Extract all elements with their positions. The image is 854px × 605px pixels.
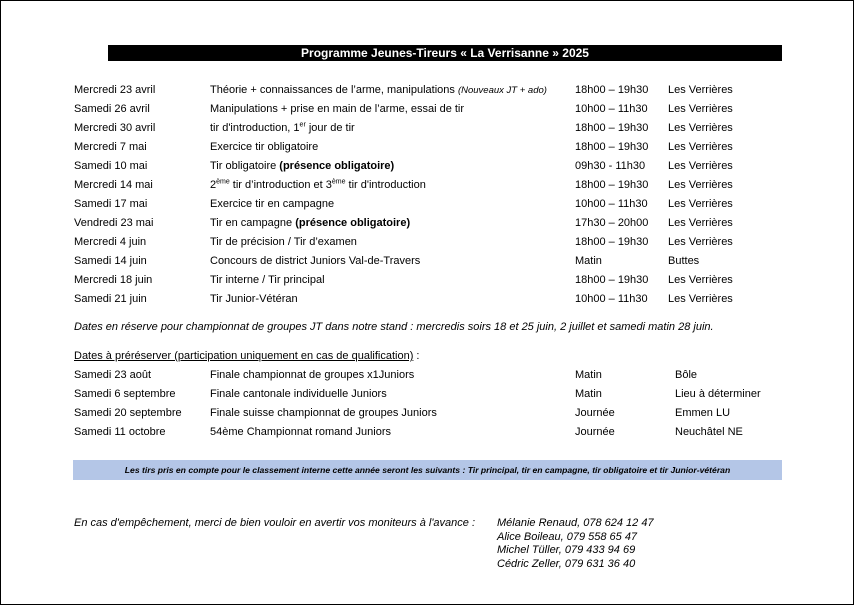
prereserve-location: Lieu à déterminer xyxy=(675,388,761,400)
contact-entry: Cédric Zeller, 079 631 36 40 xyxy=(497,557,636,570)
schedule-activity: Tir interne / Tir principal xyxy=(210,274,325,286)
schedule-location: Les Verrières xyxy=(668,236,733,248)
schedule-location: Les Verrières xyxy=(668,84,733,96)
schedule-activity: Exercice tir obligatoire xyxy=(210,141,319,153)
schedule-time: 18h00 – 19h30 xyxy=(575,141,649,153)
schedule-activity: Tir obligatoire (présence obligatoire) xyxy=(210,160,395,172)
schedule-time: 10h00 – 11h30 xyxy=(575,293,648,305)
schedule-activity: Concours de district Juniors Val-de-Travers xyxy=(210,255,421,267)
contact-list xyxy=(497,517,654,571)
prereserve-date: Samedi 23 août xyxy=(74,369,152,381)
schedule-time: 10h00 – 11h30 xyxy=(575,103,648,115)
reserve-dates-note: Dates en réserve pour championnat de groupes JT dans notre stand : mercredis soirs 18 et 25 juin, 2 juillet et samedi matin 28 juin. xyxy=(74,321,714,333)
schedule-location: Les Verrières xyxy=(668,217,733,229)
schedule-activity: Manipulations + prise en main de l’arme, essai de tir xyxy=(210,103,465,115)
schedule-location: Buttes xyxy=(668,255,700,267)
schedule-activity: Tir Junior-Vétéran xyxy=(210,293,298,305)
schedule-location: Les Verrières xyxy=(668,160,733,172)
schedule-location: Les Verrières xyxy=(668,274,733,286)
prereserve-heading: Dates à préréserver (participation uniquement en cas de qualification) : xyxy=(74,350,420,362)
contact-entry: Alice Boileau, 079 558 65 47 xyxy=(497,530,638,543)
prereserve-location: Bôle xyxy=(675,369,698,381)
schedule-location: Les Verrières xyxy=(668,293,733,305)
schedule-date: Mercredi 4 juin xyxy=(74,236,147,248)
contact-entry: Michel Tüller, 079 433 94 69 xyxy=(497,544,636,556)
schedule-date: Samedi 10 mai xyxy=(74,160,148,172)
schedule-date: Samedi 17 mai xyxy=(74,198,148,210)
schedule-location: Les Verrières xyxy=(668,198,733,210)
prereserve-date: Samedi 20 septembre xyxy=(74,407,182,419)
prereserve-date: Samedi 11 octobre xyxy=(74,426,166,438)
schedule-time: 10h00 – 11h30 xyxy=(575,198,648,210)
schedule-date: Mercredi 14 mai xyxy=(74,179,153,191)
schedule-activity: Tir de précision / Tir d’examen xyxy=(210,236,357,248)
schedule-date: Mercredi 7 mai xyxy=(74,141,147,153)
schedule-date: Mercredi 23 avril xyxy=(74,84,156,96)
schedule-location: Les Verrières xyxy=(668,141,733,153)
schedule-location: Les Verrières xyxy=(668,179,733,191)
prereserve-date: Samedi 6 septembre xyxy=(74,388,176,400)
schedule-time: 18h00 – 19h30 xyxy=(575,236,649,248)
schedule-date: Samedi 14 juin xyxy=(74,255,147,267)
prereserve-activity: 54ème Championnat romand Juniors xyxy=(210,426,391,438)
schedule-date: Samedi 21 juin xyxy=(74,293,147,305)
schedule-time: 17h30 – 20h00 xyxy=(575,217,649,229)
prereserve-location: Neuchâtel NE xyxy=(675,426,743,438)
schedule-date: Samedi 26 avril xyxy=(74,103,150,115)
prereserve-time: Matin xyxy=(575,388,602,400)
prereserve-location: Emmen LU xyxy=(675,407,731,419)
schedule-date: Vendredi 23 mai xyxy=(74,217,154,229)
prereserve-time: Journée xyxy=(575,407,615,419)
schedule-activity: Tir en campagne (présence obligatoire) xyxy=(210,217,411,229)
schedule-time: Matin xyxy=(575,255,602,267)
schedule-location: Les Verrières xyxy=(668,122,733,134)
schedule-time: 18h00 – 19h30 xyxy=(575,179,649,191)
schedule-time: 18h00 – 19h30 xyxy=(575,122,649,134)
prereserve-activity: Finale cantonale individuelle Juniors xyxy=(210,388,387,400)
schedule-time: 09h30 - 11h30 xyxy=(575,160,646,172)
schedule-note: (Nouveaux JT + ado) xyxy=(457,85,547,96)
schedule-activity: tir d'introduction, 1er jour de tir xyxy=(210,121,355,134)
schedule-activity: Théorie + connaissances de l’arme, manipulations (Nouveaux JT + ado) xyxy=(210,84,547,96)
schedule-date: Mercredi 30 avril xyxy=(74,122,156,134)
schedule-time: 18h00 – 19h30 xyxy=(575,84,649,96)
prereserve-activity: Finale championnat de groupes x1Juniors xyxy=(210,369,415,381)
contact-entry: Mélanie Renaud, 078 624 12 47 xyxy=(497,517,654,529)
schedule-activity: 2ème tir d’introduction et 3ème tir d'introduction xyxy=(210,178,426,191)
prereserve-activity: Finale suisse championnat de groupes Juniors xyxy=(210,407,437,419)
prereserve-time: Journée xyxy=(575,426,615,438)
schedule-location: Les Verrières xyxy=(668,103,733,115)
schedule-activity: Exercice tir en campagne xyxy=(210,198,335,210)
page-title: Programme Jeunes-Tireurs « La Verrisanne » 2025 xyxy=(108,45,782,61)
ranking-info-box: Les tirs pris en compte pour le classement interne cette année seront les suivants : Tir principal, tir en campagne, tir obligatoire et tir Junior-vétéran xyxy=(73,460,782,480)
schedule-date: Mercredi 18 juin xyxy=(74,274,153,286)
contact-intro: En cas d'empêchement, merci de bien vouloir en avertir vos moniteurs à l'avance : xyxy=(74,517,476,529)
schedule-time: 18h00 – 19h30 xyxy=(575,274,649,286)
prereserve-time: Matin xyxy=(575,369,602,381)
